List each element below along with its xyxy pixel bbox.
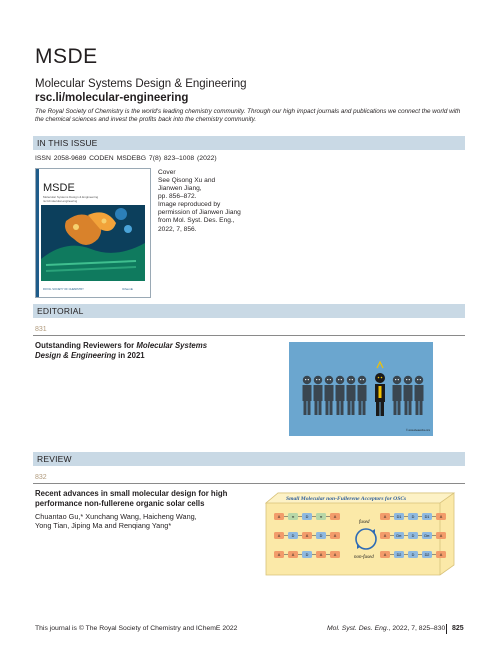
cover-credit-line: 2022, 7, 856. <box>158 225 197 233</box>
cover-credit-line: permission of Jianwen Jiang <box>158 209 241 217</box>
molecular-unit-label: D <box>411 553 415 558</box>
acceptors-illustration <box>264 487 457 577</box>
cover-credit-line: Jianwen Jiang, <box>158 185 202 193</box>
reviewers-illustration <box>289 342 433 436</box>
molecular-unit-label: A <box>277 515 281 520</box>
cover-artwork <box>36 169 150 297</box>
review-graphic <box>264 487 457 577</box>
molecular-unit-label: A <box>277 534 281 539</box>
cover-thumbnail[interactable] <box>35 168 151 298</box>
cover-credit-line: from Mol. Syst. Des. Eng., <box>158 217 235 225</box>
journal-url[interactable]: rsc.li/molecular-engineering <box>35 92 189 104</box>
issn-line: ISSN 2058-9689 CODEN MSDEBG 7(8) 823–1008 (2022) <box>35 155 217 162</box>
footer-citation: Mol. Syst. Des. Eng., 2022, 7, 825–830 <box>327 625 446 632</box>
molecular-unit-label: A <box>333 534 337 539</box>
molecular-unit-label: A <box>383 534 387 539</box>
molecular-unit-label: D <box>291 534 295 539</box>
molecular-unit-label: D2 <box>396 553 402 558</box>
review-divider <box>33 483 465 484</box>
molecular-unit-label: A <box>333 553 337 558</box>
rsc-blurb: The Royal Society of Chemistry is the world's leading chemistry community. Through our high impact journals and publications we connect the world with the chemical sciences and invest the profits back into the chemistry community. <box>35 108 461 124</box>
molecular-unit-label: D2 <box>424 553 430 558</box>
review-authors: Chuantao Gu,* Xunchang Wang, Haicheng Wang, Yong Tian, Jiping Ma and Renqiang Yang* <box>35 512 197 531</box>
editorial-label: EDITORIAL <box>37 306 84 316</box>
review-label: REVIEW <box>37 454 72 464</box>
footer-separator <box>446 624 447 634</box>
cover-thumb-title: MSDE <box>43 182 75 194</box>
in-this-issue-label: IN THIS ISSUE <box>37 138 98 148</box>
cover-thumb-subtitle: Molecular Systems Design & Engineering <box>43 195 99 199</box>
cover-heading: Cover <box>158 169 176 176</box>
molecular-unit-label: Dπ <box>396 534 402 539</box>
molecular-unit-label: D <box>319 534 323 539</box>
molecular-unit-label: D <box>411 515 415 520</box>
fused-label: fused <box>359 520 370 525</box>
molecular-unit-label: A <box>277 553 281 558</box>
cover-credit <box>158 177 248 234</box>
editorial-page-number: 831 <box>35 326 47 333</box>
cover-thumb-url: rsc.li/molecular-engineering <box>43 199 78 203</box>
footer-copyright: This journal is © The Royal Society of Chemistry and IChemE 2022 <box>35 625 238 632</box>
molecular-unit-label: A <box>333 515 337 520</box>
cover-credit-line: pp. 856–872. <box>158 193 197 201</box>
molecular-unit-label: π <box>291 515 295 520</box>
editorial-title[interactable]: Outstanding Reviewers for Molecular Systems Design & Engineering in 2021 <box>35 341 208 360</box>
cover-credit-line: See Qisong Xu and <box>158 177 216 184</box>
cover-thumb-footer-left: ROYAL SOCIETY OF CHEMISTRY <box>43 288 84 291</box>
molecular-unit-label: π <box>319 515 323 520</box>
molecular-unit-label: Dπ <box>424 534 430 539</box>
molecular-unit-label: A <box>439 515 443 520</box>
cover-thumb-footer-right: IChemE <box>122 287 133 291</box>
footer-page-number: 825 <box>452 625 464 632</box>
review-title[interactable]: Recent advances in small molecular design for high performance non-fullerene organic solar cells <box>35 489 228 508</box>
journal-abbreviation: MSDE <box>35 45 98 68</box>
review-band <box>33 452 465 466</box>
molecular-unit-label: D1 <box>424 515 430 520</box>
molecular-unit-label: A <box>439 534 443 539</box>
non-fused-label: non-fused <box>354 555 374 560</box>
cover-credit-line: Image reproduced by <box>158 201 221 209</box>
molecular-unit-label: A <box>439 553 443 558</box>
molecular-unit-label: D1 <box>396 515 402 520</box>
editorial-band <box>33 304 465 318</box>
molecular-unit-label: A <box>383 553 387 558</box>
molecular-unit-label: A <box>319 553 323 558</box>
editorial-graphic <box>289 342 433 436</box>
review-graphic-title: Small Molecular non-Fullerene Acceptors for OSCs <box>286 496 407 502</box>
editorial-divider <box>33 335 465 336</box>
molecular-unit-label: D <box>305 553 309 558</box>
molecular-unit-label: D <box>305 515 309 520</box>
image-credit: © www.ideaworks.com <box>406 429 431 432</box>
molecular-unit-label: A <box>383 515 387 520</box>
molecular-unit-label: D <box>411 534 415 539</box>
molecular-unit-label: A <box>305 534 309 539</box>
review-page-number: 832 <box>35 474 47 481</box>
journal-name: Molecular Systems Design & Engineering <box>35 78 247 90</box>
molecular-unit-label: A <box>291 553 295 558</box>
